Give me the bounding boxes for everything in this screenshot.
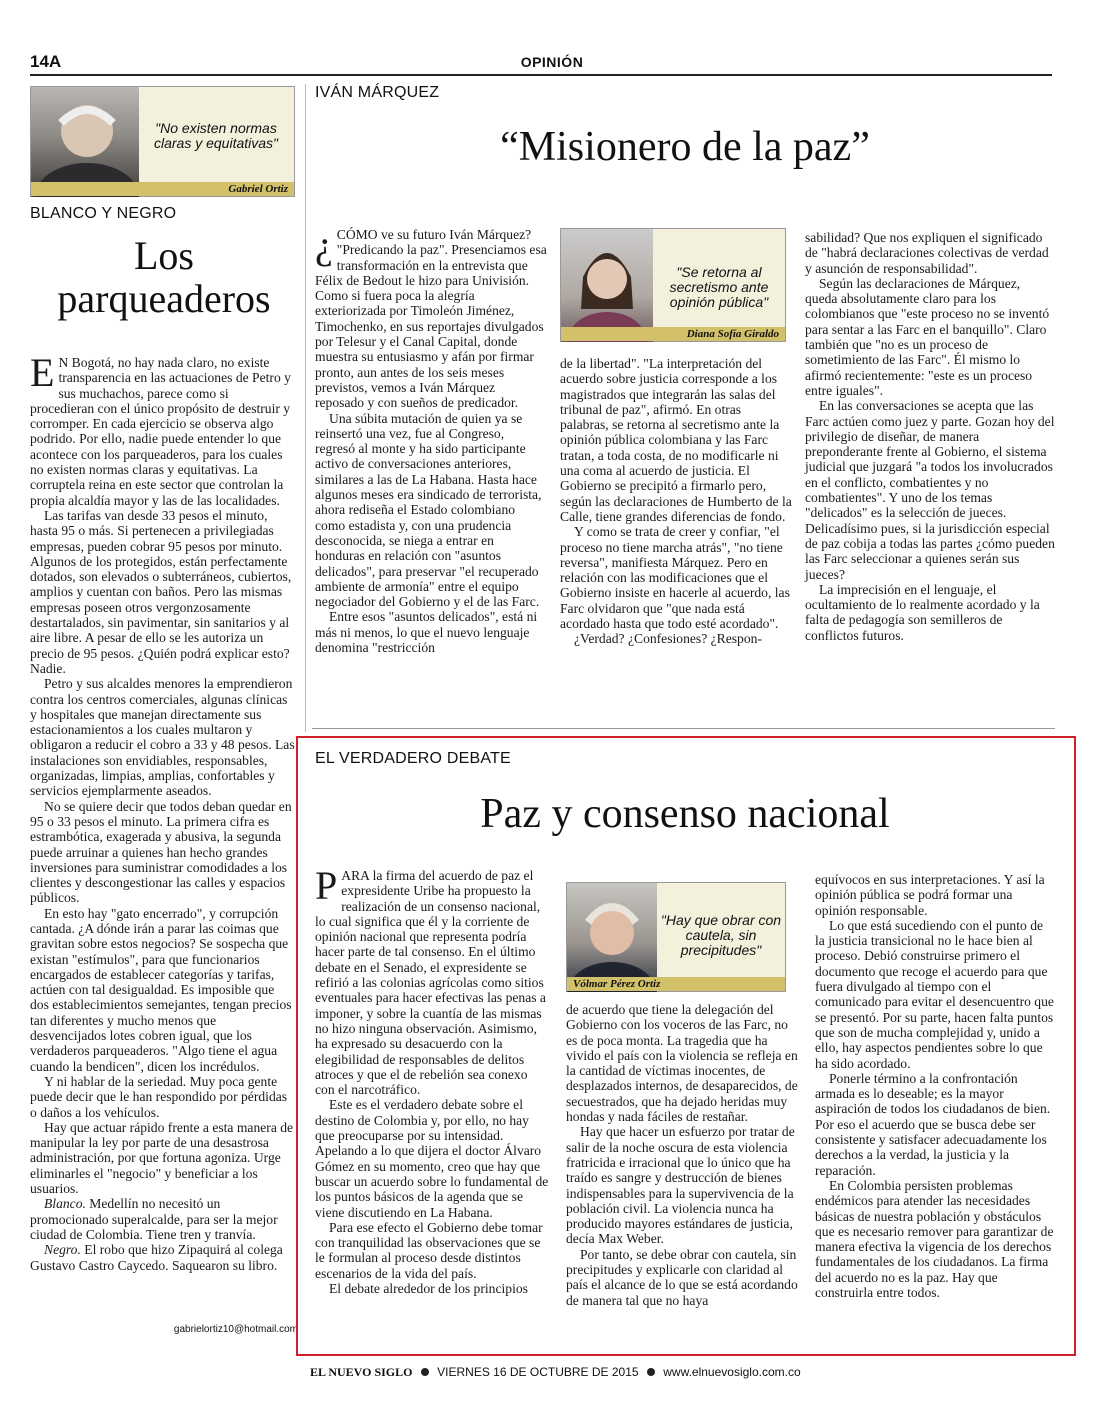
- section-label: BLANCO Y NEGRO: [30, 205, 177, 222]
- article-title: Paz y consenso nacional: [480, 791, 890, 837]
- footer: [310, 1362, 830, 1382]
- author-email: gabrielortiz10@hotmail.com: [173, 1324, 298, 1335]
- portrait-author: Gabriel Ortiz: [31, 182, 294, 196]
- dropcap: E: [30, 350, 55, 395]
- portrait-quote: "Se retorna al secretismo ante opinión pública": [669, 264, 769, 310]
- article-col-2: de acuerdo que tiene la delegación del Gobierno con los voceros de las Farc, no es de poca monta. La tragedia que ha vivido el país con la violencia se refleja en la cantidad de víctimas inocentes, de desplazados internos, de desaparecidos, de secuestrados, que ha dejado heridas muy hondas y nada fáciles de restañar. Hay que hacer un esfuerzo por tratar de salir de la noche oscura de esta violencia fratricida e irracional que lo único que ha traído es sangre y destrucción de bienes indispensables para la supervivencia de la población civil. La violencia nunca ha producido mayores estándares de justicia, decía Max Weber. Por tanto, se debe obrar con cautela, sin precipitudes y explicarle con claridad al país el alcance de lo que se está acordando de manera tal que no haya: [566, 1002, 798, 1308]
- article-col-2: de la libertad". "La interpretación del acuerdo sobre justicia corresponde a los magistrados que integrarán las salas del tribunal de paz", afirmó. En otras palabras, se retorna al secretismo ante la opinión pública colombiana y las Farc tratan, a toda costa, de no modificarle ni una coma al acuerdo de justicia. El Gobierno se precipitó a firmarlo pero, según las declaraciones de Humberto de la Calle, tiene grandes diferencias de fondo. Y como se trata de creer y confiar, "el proceso no tiene marcha atrás", "no tiene reversa", manifiesta Márquez. Pero en relación con las modificaciones que el Gobierno insiste en hacerle al acuerdo, las Farc olvidaron que "que nada está acordado hasta que todo esté acordado". ¿Verdad? ¿Confesiones? ¿Respon-: [560, 356, 792, 647]
- article-body: E N Bogotá, no hay nada claro, no existe transparencia en las actuaciones de Petro y sus muchachos, parece como si procedieran con el único propósito de destruir y corromper. En cada ejercicio se observa algo podrido. Por ello, nadie puede entender lo que acontece con los parqueaderos, para los cuales no existen normas claras y equitativas. La corruptela reina en este sector que controlan la propia alcaldía mayor y las de las localidades. Las tarifas van desde 33 pesos el minuto, hasta 95 o más. Si pertenecen a privilegiadas empresas, pueden cobrar 95 pesos por minuto. Algunos de los protegidos, están perfectamente dotados, son elevados o subterráneos, cubiertos, amplios y cuentan con baños. Pero las mismas empresas poseen otros vergonzosamente destartalados, sin pavimentar, sin sanitarios y al aire libre. A pesar de ello se les autoriza un precio de 95 pesos. ¿Quién podrá explicar esto? Nadie. Petro y sus alcaldes menores la emprendieron contra los centros comerciales, algunas clínicas y hospitales que manejan directamente sus estacionamientos a los cuales multaron y obligaron a reducir el cobro a 33 y 48 pesos. Las instalaciones son envidiables, responsables, organizadas, limpias, amplias, confortables y servicios ejemplarmente aseados. No se quiere decir que todos deban quedar en 95 o 33 pesos el minuto. La primera cifra es estrambótica, exagerada y abusiva, la segunda puede arruinar a quienes han hecho grandes inversiones para suministrar comodidades a los clientes y descongestionar las calles y espacios públicos. En esto hay "gato encerrado", y corrupción cantada. ¿A dónde irán a parar las coimas que gravitan sobre estos negocios? Se sospecha que existan "estímulos", para que funcionarios encargados de establecer categorías y tarifas, actúen con tal desigualdad. Es imposible que dos establecimientos semejantes, tengan precios tan diferentes y mucho menos que desvencijados lotes cobren igual, que los verdaderos parqueaderos. "Algo tiene el agua cuando la bendicen", dicen los incrédulos. Y ni hablar de la seriedad. Muy poca gente puede decir que le han respondido por pérdidas o daños a los vehículos. Hay que actuar rápido frente a esta manera de manipular la ley por parte de una desastrosa administración, por que fortuna agoniza. Urge eliminarles el "negocio" y beneficiar a los usuarios. Blanco. Medellín no necesitó un promocionado superalcalde, para ser la mejor ciudad de Colombia. Tiene tren y tranvía. Negro. El robo que hizo Zipaquirá al colega Gustavo Castro Caycedo. Saquearon su libro.: [30, 350, 295, 1273]
- author-kicker: IVÁN MÁRQUEZ: [315, 84, 440, 101]
- section-title: OPINIÓN: [520, 54, 584, 70]
- portrait-quote: "No existen normas claras y equitativas": [153, 120, 279, 151]
- person-photo: [567, 883, 657, 992]
- section-label: EL VERDADERO DEBATE: [315, 750, 511, 767]
- dropcap: ¿: [315, 222, 333, 267]
- article-col-3: equívocos en sus interpretaciones. Y así la opinión pública se podrá formar una opinión responsable. Lo que está sucediendo con el punto de la justicia transicional no le hace bien al proceso. Debió construirse primero el documento que recoge el acuerdo para que fuera divulgado al tiempo con el comunicado para evitar el desencuentro que se presentó. Por su parte, hacen falta puntos que son de mucha complejidad y, unido a ello, hay aspectos pendientes sobre lo que ha sido acordado. Ponerle término a la confrontación armada es lo deseable; es la mayor aspiración de todos los ciudadanos de bien. Por eso el acuerdo que se busca debe ser consistente y satisfacer adecuadamente los derechos a la verdad, la justicia y la reparación. En Colombia persisten problemas endémicos para atender las necesidades básicas de nuestra población y obstáculos que es necesario remover para garantizar de manera efectiva la vigencia de los derechos fundamentales de los ciudadanos. La firma del acuerdo no es la paz. Hay que construirla entre todos.: [815, 872, 1054, 1301]
- header-rule: [30, 74, 1052, 76]
- article-title: Los parqueaderos: [57, 233, 271, 321]
- article-col-3: sabilidad? Que nos expliquen el significado de "habrá declaraciones colectivas de verdad y asunción de responsabilidad". Según las declaraciones de Márquez, queda absolutamente claro para los colombianos que "este proceso no se inventó para sentar a las Farc en el banquillo". Claro también que "no es un proceso de sometimiento de las Farc". Él mismo lo afirmó recientemente: "este es un proceso entre iguales". En las conversaciones se acepta que las Farc actúen como juez y parte. Gozan hoy del privilegio de diseñar, de manera preponderante frente al Gobierno, el sistema judicial que juzgará "a todos los involucrados en el conflicto, combatientes y no combatientes". Y uno de los temas "delicados" es la selección de jueces. Delicadísimo pues, si la jurisdicción especial de paz cobija a todas las partes ¿cómo pueden las Farc seleccionar a quienes serán sus jueces? La imprecisión en el lenguaje, el ocultamiento de lo realmente acordado y la falta de pedagogía son semilleros de conflictos futuros.: [805, 230, 1055, 643]
- column-divider: [305, 84, 306, 732]
- person-silhouette-icon: [567, 883, 657, 992]
- page-number: 14A: [30, 52, 62, 71]
- article-rule: [312, 728, 1055, 729]
- portrait-author: Diana Sofía Giraldo: [561, 327, 785, 341]
- author-portrait-perez: [566, 882, 786, 992]
- article-col-1: PARA la firma del acuerdo de paz el expresidente Uribe ha propuesto la realización de un consenso nacional, lo cual significa que él y la corriente de opinión nacional que representa podría hacer parte de tal consenso. En el último debate en el Senado, el expresidente se refirió a las colonias agrícolas como sitios eventuales para hacer efectivas las penas a imponer, y sobre la cuantía de las mismas no hizo ninguna observación. Asimismo, ha expresado su desacuerdo con la elegibilidad de responsables de delitos atroces y que el de rebelión sea conexo con el narcotráfico. Este es el verdadero debate sobre el destino de Colombia y, por ello, no hay que preocuparse por su intensidad. Apelando a lo que dijera el doctor Álvaro Gómez en su momento, creo que hay que buscar un acuerdo sobre lo fundamental de los puntos básicos de la agenda que se viene discutiendo en La Habana. Para ese efecto el Gobierno debe tomar con tranquilidad las observaciones que se le formulan al proceso desde distintos escenarios de la vida del país. El debate alrededor de los principios: [315, 863, 549, 1297]
- masthead-logo: EL NUEVO SIGLO: [310, 1365, 413, 1379]
- person-photo: [31, 87, 139, 197]
- footer-url[interactable]: www.elnuevosiglo.com.co: [663, 1365, 801, 1379]
- article-title: “Misionero de la paz”: [500, 124, 870, 170]
- author-portrait-giraldo: [560, 228, 786, 342]
- author-portrait-ortiz: [30, 86, 295, 197]
- portrait-quote: "Hay que obrar con cautela, sin precipitudes": [660, 912, 782, 958]
- dropcap: P: [315, 863, 338, 908]
- article-col-1: ¿ CÓMO ve su futuro Iván Márquez? "Predicando la paz". Presenciamos esa transformación en la entrevista que Félix de Bedout le hizo para Univisión. Como si fuera poca la alegría exteriorizada por Timoleón Jiménez, Timochenko, en sus reportajes divulgados por Telesur y el Canal Capital, donde muestra su entusiasmo y afán por firmar pronto, aun antes de los seis meses previstos, vemos a Iván Márquez reposado y con sueños de predicador. Una súbita mutación de quien ya se reinsertó una vez, fue al Congreso, regresó al monte y ha sido participante activo de conversaciones anteriores, similares a las de La Habana. Hasta hace algunos meses era sindicado de terrorista, ahora rediseña el Estado colombiano como estadista y, con una prudencia desconocida, se niega a entrar en honduras en relación con "asuntos delicados", para preservar "el recuperado ambiente de armonía" entre el equipo negociador del Gobierno y el de las Farc. Entre esos "asuntos delicados", está ni más ni menos, lo que el nuevo lenguaje denomina "restricción: [315, 222, 547, 656]
- person-silhouette-icon: [31, 87, 139, 197]
- bullet-icon: [647, 1368, 655, 1376]
- person-photo: [561, 229, 653, 342]
- footer-date: VIERNES 16 DE OCTUBRE DE 2015: [437, 1365, 639, 1379]
- portrait-author: Vólmar Pérez Ortiz: [567, 977, 785, 991]
- person-silhouette-icon: [561, 229, 653, 342]
- bullet-icon: [421, 1368, 429, 1376]
